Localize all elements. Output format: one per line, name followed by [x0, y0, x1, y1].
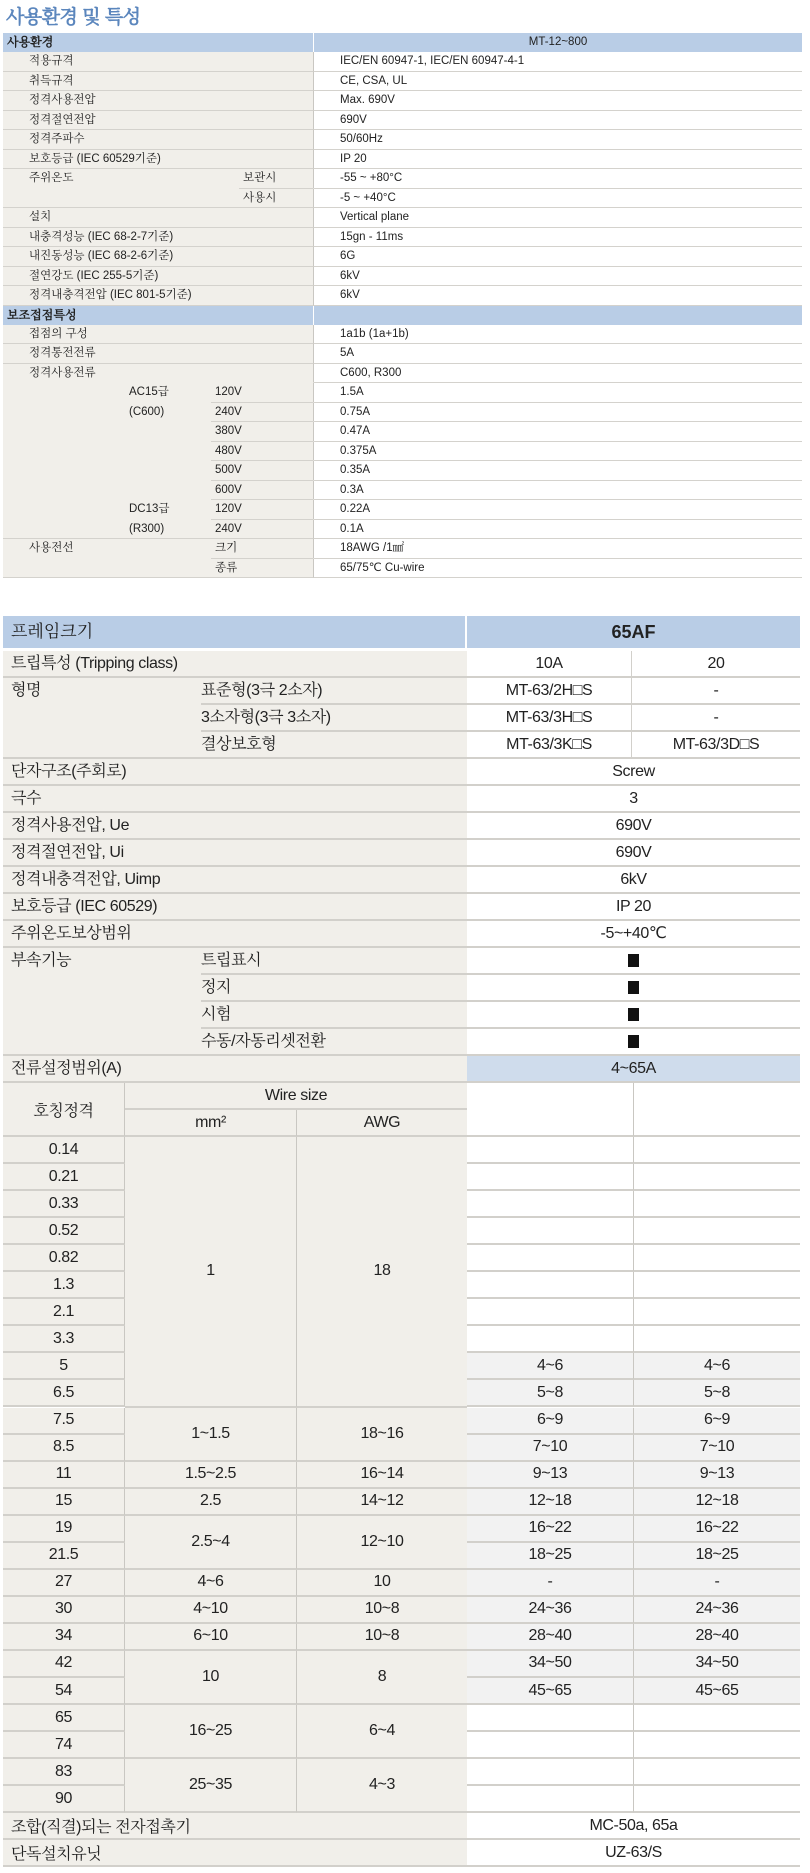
rating-cell: 65: [3, 1705, 125, 1732]
range-cell-10a: 24~36: [467, 1597, 634, 1624]
accessory-name: 수동/자동리셋전환: [201, 1033, 326, 1050]
row-label: 전류설정범위(A): [11, 1060, 122, 1077]
row-sublabel: [239, 111, 313, 130]
wire-size-table: [3, 1083, 800, 1867]
range-cell-10a: [467, 1164, 634, 1191]
rating-cell: 0.14: [3, 1137, 125, 1164]
row-sublabel: [239, 247, 313, 266]
rating-cell: 0.21: [3, 1164, 125, 1191]
aux-spec-row: [3, 383, 802, 403]
rating-cell: 83: [3, 1759, 125, 1786]
aux-spec-row: [3, 461, 802, 481]
page-title: 사용환경 및 특성: [6, 7, 141, 28]
wire-mm2-cell: 4~6: [125, 1570, 297, 1597]
aux-spec-row: [3, 364, 802, 384]
wire-mm2-cell: 4~10: [125, 1597, 297, 1624]
model-type: 표준형(3극 2소자): [201, 678, 467, 705]
rating-cell: 15: [3, 1489, 125, 1516]
range-header-empty: [467, 1083, 634, 1137]
range-cell-10a: [467, 1218, 634, 1245]
row-label: [3, 732, 201, 757]
spec-row: [3, 189, 802, 209]
range-cell-20: 45~65: [634, 1678, 800, 1705]
wire-mm2-cell: 1.5~2.5: [125, 1462, 297, 1489]
wire-awg-cell: 14~12: [297, 1489, 467, 1516]
row-label: [3, 500, 129, 519]
wire-mm2-cell: 1~1.5: [125, 1408, 297, 1462]
row-label: [3, 461, 129, 480]
accessory-row: [3, 948, 800, 975]
spec-row: [3, 72, 802, 92]
row-value: 0.3A: [314, 481, 802, 501]
row-sublabel: 120V: [211, 500, 313, 520]
rating-cell: 34: [3, 1624, 125, 1651]
row-category: (R300): [129, 522, 165, 535]
row-value: 690V: [615, 817, 652, 834]
filled-square-icon: [628, 1008, 639, 1021]
rating-cell: 0.52: [3, 1218, 125, 1245]
range-cell-10a: 5~8: [467, 1380, 634, 1407]
range-cell-10a: 9~13: [467, 1462, 634, 1489]
aux-spec-row: [3, 325, 802, 345]
row-sublabel: 500V: [211, 461, 313, 481]
aux-spec-row: [3, 403, 802, 423]
row-label: [3, 1029, 201, 1054]
rating-cell: 11: [3, 1462, 125, 1489]
row-value: IP 20: [314, 150, 802, 170]
accessory-row: [3, 975, 800, 1002]
range-cell-10a: 18~25: [467, 1543, 634, 1570]
wire-mm2-cell: 25~35: [125, 1759, 297, 1813]
spec-row: [3, 867, 800, 894]
row-sublabel: [211, 364, 313, 383]
row-sublabel: 240V: [215, 522, 242, 535]
row-label: [3, 1002, 201, 1027]
wire-awg-cell: 10~8: [297, 1597, 467, 1624]
accessory-name: 트립표시: [201, 948, 467, 975]
accessory-supported: [467, 1029, 800, 1054]
range-cell-10a: [467, 1191, 634, 1218]
accessory-name: 시험: [201, 1002, 467, 1029]
range-cell-10a: [467, 1786, 634, 1813]
spec-row: [3, 813, 800, 840]
rating-cell: 8.5: [3, 1435, 125, 1462]
wire-mm2-cell: 2.5~4: [125, 1516, 297, 1570]
range-cell-20: 4~6: [634, 1353, 800, 1380]
row-value: 0.75A: [314, 403, 802, 423]
range-cell-10a: [467, 1732, 634, 1759]
model-20: -: [713, 709, 719, 726]
aux-spec-row: [3, 559, 802, 579]
aux-spec-row: [3, 500, 802, 520]
row-sublabel: [239, 72, 313, 91]
row-value: 18AWG /1㎟: [314, 539, 802, 559]
range-cell-20: [634, 1299, 800, 1326]
unit-value: UZ-63/S: [467, 1840, 800, 1867]
rating-cell: 30: [3, 1597, 125, 1624]
model-20: MT-63/3D□S: [672, 736, 760, 753]
wire-awg-cell: 18~16: [297, 1408, 467, 1462]
row-value: 0.47A: [314, 422, 802, 442]
frame-size-value: 65AF: [611, 622, 656, 642]
wire-awg-cell: 10~8: [297, 1624, 467, 1651]
row-sublabel: 보관시: [239, 169, 313, 189]
wire-mm2-cell: 10: [125, 1651, 297, 1705]
row-value: CE, CSA, UL: [314, 72, 802, 92]
filled-square-icon: [628, 1035, 639, 1048]
range-cell-20: -: [634, 1570, 800, 1597]
environment-spec-table: [3, 33, 802, 578]
row-label: 정격내충격전압, Uimp: [11, 871, 161, 888]
row-sublabel: 종류: [215, 561, 238, 574]
range-cell-10a: 4~6: [467, 1353, 634, 1380]
row-label: 정격내충격전압 (IEC 801-5기준): [29, 289, 192, 301]
row-label: 정격사용전압, Ue: [11, 817, 130, 834]
accessory-supported: [467, 1002, 800, 1027]
row-value: Screw: [612, 763, 655, 780]
mm2-header: mm²: [125, 1110, 297, 1137]
range-cell-20: 24~36: [634, 1597, 800, 1624]
row-sublabel: [239, 228, 313, 247]
rating-cell: 7.5: [3, 1408, 125, 1435]
rating-cell: 2.1: [3, 1299, 125, 1326]
spec-row: [3, 921, 800, 948]
row-label: [3, 189, 239, 208]
row-label: 단자구조(주회로): [11, 763, 127, 780]
accessory-supported: [467, 948, 800, 973]
spec-row: [3, 228, 802, 248]
row-value: 6kV: [314, 286, 802, 306]
spec-row: [3, 169, 802, 189]
rating-header: 호칭정격: [3, 1083, 125, 1137]
row-category: [129, 364, 211, 383]
row-category: [129, 539, 211, 558]
spec-row: [3, 130, 802, 150]
accessory-row: [3, 1029, 800, 1056]
model-row: [3, 705, 800, 732]
row-sublabel: [239, 130, 313, 149]
row-label: [3, 520, 129, 539]
row-label: 정격사용전류: [29, 366, 96, 379]
row-value: 690V: [615, 844, 652, 861]
range-cell-20: [634, 1272, 800, 1299]
row-label: [3, 559, 129, 578]
model-name: MT-12~800: [528, 36, 588, 48]
section-header-aux-contact: [3, 306, 802, 325]
filled-square-icon: [628, 981, 639, 994]
rating-cell: 1.3: [3, 1272, 125, 1299]
row-label: 극수: [11, 790, 42, 807]
range-cell-10a: [467, 1299, 634, 1326]
row-label: 절연강도 (IEC 255-5기준): [29, 269, 159, 282]
spec-row: [3, 894, 800, 921]
range-cell-10a: [467, 1705, 634, 1732]
spec-row: [3, 91, 802, 111]
rating-cell: 0.82: [3, 1245, 125, 1272]
range-cell-20: 34~50: [634, 1651, 800, 1678]
aux-spec-row: [3, 344, 802, 364]
range-cell-10a: -: [467, 1570, 634, 1597]
row-label: 취득규격: [29, 74, 74, 87]
row-sublabel: 480V: [211, 442, 313, 462]
spec-row: [3, 759, 800, 786]
aux-spec-row: [3, 520, 802, 540]
range-header-empty: [634, 1083, 800, 1137]
range-cell-20: [634, 1759, 800, 1786]
wire-awg-cell: 18: [297, 1137, 467, 1408]
aux-spec-row: [3, 422, 802, 442]
row-sublabel: 크기: [211, 539, 313, 559]
row-category: [129, 461, 211, 480]
wire-awg-cell: 4~3: [297, 1759, 467, 1813]
frame-size-label: 프레임크기: [3, 616, 467, 648]
rating-cell: 74: [3, 1732, 125, 1759]
row-sublabel: [211, 325, 313, 344]
row-label: 정격사용전압: [29, 94, 96, 106]
row-category: [129, 422, 211, 441]
wire-awg-cell: 10: [297, 1570, 467, 1597]
row-sublabel: [239, 286, 313, 305]
range-cell-10a: [467, 1272, 634, 1299]
range-cell-20: 12~18: [634, 1489, 800, 1516]
model-row: [3, 732, 800, 759]
spec-row: [3, 267, 802, 287]
row-value: 3: [629, 790, 638, 807]
range-cell-10a: 16~22: [467, 1516, 634, 1543]
range-cell-10a: 6~9: [467, 1408, 634, 1435]
spec-row: [3, 286, 802, 306]
frame-spec-table: [3, 616, 800, 1083]
row-category: DC13급: [129, 503, 170, 515]
spec-row: [3, 111, 802, 131]
wire-mm2-cell: 2.5: [125, 1489, 297, 1516]
row-label: 보호등급 (IEC 60529기준): [29, 152, 161, 165]
model-10a: MT-63/3H□S: [467, 705, 632, 730]
row-label: 형명: [11, 682, 42, 699]
range-cell-20: [634, 1245, 800, 1272]
row-value: -5 ~ +40°C: [314, 189, 802, 209]
range-cell-20: [634, 1191, 800, 1218]
trip-class-10a: 10A: [467, 651, 632, 676]
range-cell-20: 16~22: [634, 1516, 800, 1543]
model-type: 결상보호형: [201, 736, 277, 753]
range-cell-20: [634, 1326, 800, 1353]
row-value: 0.1A: [314, 520, 802, 540]
rating-cell: 27: [3, 1570, 125, 1597]
row-value: 6G: [314, 247, 802, 267]
rating-cell: 5: [3, 1353, 125, 1380]
row-category: [129, 481, 211, 500]
row-sublabel: 600V: [211, 481, 313, 501]
row-category: [129, 344, 211, 363]
row-label: 접점의 구성: [29, 327, 88, 340]
range-cell-10a: 45~65: [467, 1678, 634, 1705]
row-category: AC15급: [129, 386, 169, 398]
rating-cell: 42: [3, 1651, 125, 1678]
range-cell-20: 28~40: [634, 1624, 800, 1651]
row-label: [3, 383, 129, 402]
row-value: C600, R300: [314, 364, 802, 384]
model-20: -: [713, 682, 719, 699]
current-range-value: 4~65A: [611, 1060, 656, 1077]
range-cell-20: [634, 1732, 800, 1759]
row-label: [3, 975, 201, 1000]
range-cell-20: [634, 1705, 800, 1732]
row-value: Vertical plane: [314, 208, 802, 228]
accessory-supported: [467, 975, 800, 1000]
range-cell-10a: [467, 1137, 634, 1164]
rating-cell: 54: [3, 1678, 125, 1705]
row-value: 15gn - 11ms: [314, 228, 802, 248]
spec-row: [3, 786, 800, 813]
row-category: [129, 325, 211, 344]
row-value: 6kV: [620, 871, 647, 888]
rating-cell: 3.3: [3, 1326, 125, 1353]
row-sublabel: 사용시: [243, 191, 277, 204]
rating-cell: 0.33: [3, 1191, 125, 1218]
row-value: IEC/EN 60947-1, IEC/EN 60947-4-1: [314, 52, 802, 72]
row-value: Max. 690V: [314, 91, 802, 111]
row-sublabel: [211, 344, 313, 363]
row-label: [3, 705, 201, 730]
section-title: 사용환경: [3, 33, 314, 52]
range-cell-10a: [467, 1245, 634, 1272]
row-value: IP 20: [615, 898, 652, 915]
range-cell-10a: [467, 1759, 634, 1786]
wire-mm2-cell: 6~10: [125, 1624, 297, 1651]
row-value: -5~+40℃: [600, 925, 667, 942]
row-sublabel: 380V: [211, 422, 313, 442]
accessory-name: 정지: [201, 975, 467, 1002]
wire-awg-cell: 16~14: [297, 1462, 467, 1489]
range-cell-10a: 28~40: [467, 1624, 634, 1651]
range-cell-10a: 12~18: [467, 1489, 634, 1516]
rating-cell: 90: [3, 1786, 125, 1813]
spec-row: [3, 208, 802, 228]
spec-row: [3, 840, 800, 867]
row-label: 주위온도보상범위: [11, 925, 132, 942]
row-category: [129, 559, 211, 578]
rating-cell: 21.5: [3, 1543, 125, 1570]
range-cell-10a: 34~50: [467, 1651, 634, 1678]
row-label: 적용규격: [29, 55, 74, 67]
row-value: -55 ~ +80°C: [314, 169, 802, 189]
row-category: [129, 442, 211, 461]
range-cell-10a: [467, 1326, 634, 1353]
row-label: 내충격성능 (IEC 68-2-7기준): [29, 230, 174, 243]
range-cell-20: [634, 1137, 800, 1164]
row-value: 0.35A: [314, 461, 802, 481]
range-cell-20: 18~25: [634, 1543, 800, 1570]
row-sublabel: 120V: [211, 383, 313, 403]
row-sublabel: [239, 208, 313, 227]
row-value: 0.22A: [314, 500, 802, 520]
row-value: 1.5A: [314, 383, 802, 403]
row-label: 주위온도: [29, 172, 74, 184]
row-label: [3, 422, 129, 441]
row-label: 정격통전전류: [29, 347, 96, 359]
accessory-row: [3, 1002, 800, 1029]
section-header-environment: [3, 33, 802, 52]
wire-awg-cell: 6~4: [297, 1705, 467, 1759]
row-label: 트립특성 (Tripping class): [11, 655, 178, 672]
row-label: 정격주파수: [29, 133, 85, 145]
aux-spec-row: [3, 442, 802, 462]
row-sublabel: [239, 267, 313, 286]
model-type: 3소자형(3극 3소자): [201, 705, 467, 732]
row-value: 0.375A: [314, 442, 802, 462]
aux-spec-row: [3, 539, 802, 559]
range-cell-20: [634, 1786, 800, 1813]
row-value: 1a1b (1a+1b): [314, 325, 802, 345]
range-cell-20: 6~9: [634, 1408, 800, 1435]
range-cell-10a: 7~10: [467, 1435, 634, 1462]
row-label: 정격절연전압, Ui: [11, 844, 124, 861]
wire-awg-cell: 8: [297, 1651, 467, 1705]
row-label: 부속기능: [11, 952, 72, 969]
row-value: 5A: [314, 344, 802, 364]
wire-mm2-cell: 16~25: [125, 1705, 297, 1759]
spec-row: [3, 247, 802, 267]
range-cell-20: 5~8: [634, 1380, 800, 1407]
model-10a: MT-63/3K□S: [467, 732, 632, 757]
range-cell-20: [634, 1218, 800, 1245]
row-sublabel: [239, 150, 313, 169]
spec-row: [3, 52, 802, 72]
rating-cell: 6.5: [3, 1380, 125, 1407]
unit-label: 단독설치유닛: [3, 1840, 467, 1867]
model-row: [3, 678, 800, 705]
trip-class-row: [3, 651, 800, 678]
trip-class-20: 20: [707, 655, 725, 672]
contactor-label: 조합(직결)되는 전자접촉기: [3, 1813, 467, 1840]
row-label: [3, 481, 129, 500]
wire-mm2-cell: 1: [125, 1137, 297, 1408]
row-value: 6kV: [314, 267, 802, 287]
row-sublabel: 240V: [211, 403, 313, 423]
section-title: 보조접점특성: [3, 306, 314, 325]
row-label: 설치: [29, 211, 52, 223]
row-sublabel: [239, 52, 313, 71]
awg-header: AWG: [297, 1110, 467, 1137]
row-label: [3, 403, 129, 422]
current-range-row: [3, 1056, 800, 1083]
row-label: 보호등급 (IEC 60529): [11, 898, 158, 915]
row-label: 사용전선: [29, 542, 74, 554]
contactor-value: MC-50a, 65a: [467, 1813, 800, 1840]
spec-row: [3, 150, 802, 170]
row-sublabel: [239, 91, 313, 110]
range-cell-20: 9~13: [634, 1462, 800, 1489]
model-10a: MT-63/2H□S: [467, 678, 632, 703]
row-label: 정격절연전압: [29, 113, 96, 126]
row-label: 내진동성능 (IEC 68-2-6기준): [29, 250, 174, 262]
range-cell-20: 7~10: [634, 1435, 800, 1462]
row-value: 65/75℃ Cu-wire: [314, 559, 802, 579]
aux-spec-row: [3, 481, 802, 501]
rating-cell: 19: [3, 1516, 125, 1543]
row-category: (C600): [129, 405, 165, 418]
wire-size-header: Wire size: [125, 1083, 467, 1110]
frame-size-header: [3, 616, 800, 648]
row-label: [3, 442, 129, 461]
row-value: 50/60Hz: [314, 130, 802, 150]
row-value: 690V: [314, 111, 802, 131]
wire-awg-cell: 12~10: [297, 1516, 467, 1570]
filled-square-icon: [628, 954, 639, 967]
range-cell-20: [634, 1164, 800, 1191]
